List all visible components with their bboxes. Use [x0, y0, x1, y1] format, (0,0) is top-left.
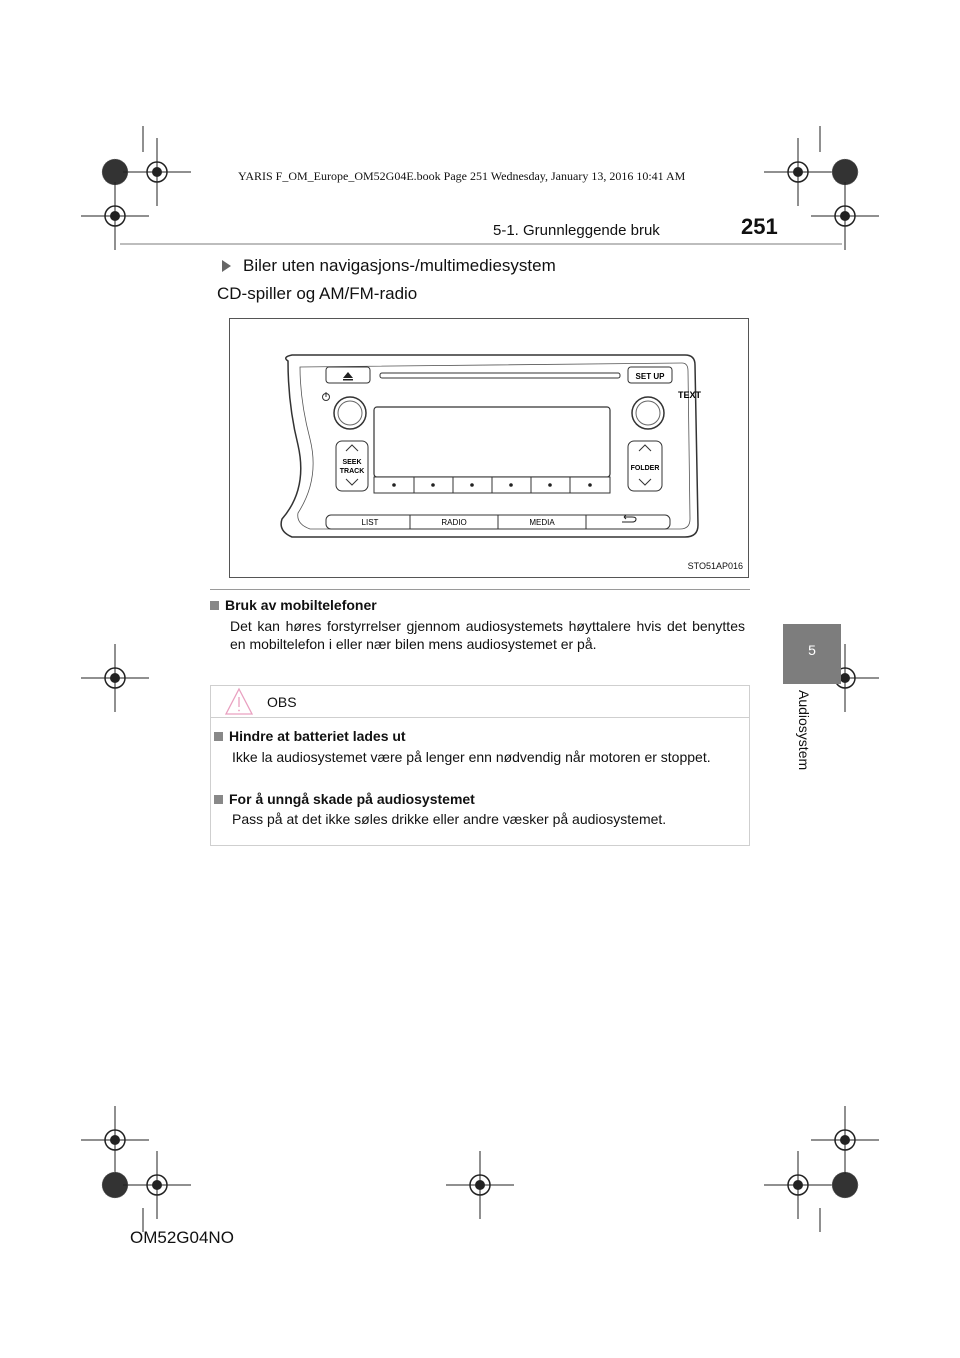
subheading: CD-spiller og AM/FM-radio [217, 284, 418, 303]
track-label: TRACK [339, 468, 365, 475]
audio-panel-illustration [230, 319, 750, 579]
folder-label: FOLDER [630, 465, 660, 472]
caution-item-title [214, 791, 475, 807]
chapter-label: Audiosystem [796, 690, 812, 771]
caution-header [211, 686, 749, 718]
square-bullet-icon [214, 795, 223, 804]
text-label: TEXT [678, 390, 702, 400]
radio-label: RADIO [441, 518, 467, 527]
chapter-number: 5 [808, 642, 816, 658]
caution-item-title [214, 728, 406, 744]
caution-item-text: Ikke la audiosystemet være på lenger enn nødvendig når motoren er stoppet. [232, 749, 711, 765]
bullet-heading-text: Biler uten navigasjons-/multimediesystem [243, 256, 556, 275]
setup-label: SET UP [635, 372, 665, 381]
caution-box [210, 685, 750, 846]
separator [210, 589, 750, 590]
seek-label: SEEK [342, 459, 362, 466]
square-bullet-icon [214, 732, 223, 741]
media-label: MEDIA [529, 518, 555, 527]
chapter-tab [783, 624, 841, 684]
triangle-bullet-icon [222, 260, 231, 272]
caution-item-text: Pass på at det ikke søles drikke eller andre væsker på audiosystemet. [232, 811, 667, 827]
note-body: Det kan høres forstyrrelser gjennom audiosystemets høyttalere hvis det benyttes en mobiltelefon i eller nær bilen mens audiosystemet er på. [230, 618, 745, 652]
caution-title: OBS [267, 694, 297, 710]
caution-item-title-text: For å unngå skade på audiosystemet [229, 791, 475, 807]
bullet-heading [222, 256, 556, 276]
note-title-text: Bruk av mobiltelefoner [225, 597, 377, 613]
square-bullet-icon [210, 601, 219, 610]
print-info: YARIS F_OM_Europe_OM52G04E.book Page 251 Wednesday, January 13, 2016 10:41 AM [238, 169, 686, 183]
page-number: 251 [741, 214, 778, 239]
warning-triangle-icon [224, 686, 254, 716]
audio-panel-figure [229, 318, 749, 578]
caution-item-title-text: Hindre at batteriet lades ut [229, 728, 406, 744]
note-title [210, 597, 377, 613]
footer-code: OM52G04NO [130, 1228, 234, 1247]
header-rule [120, 243, 842, 245]
list-label: LIST [361, 518, 379, 527]
figure-code: STO51AP016 [687, 561, 743, 571]
section-title: 5-1. Grunnleggende bruk [493, 222, 660, 239]
